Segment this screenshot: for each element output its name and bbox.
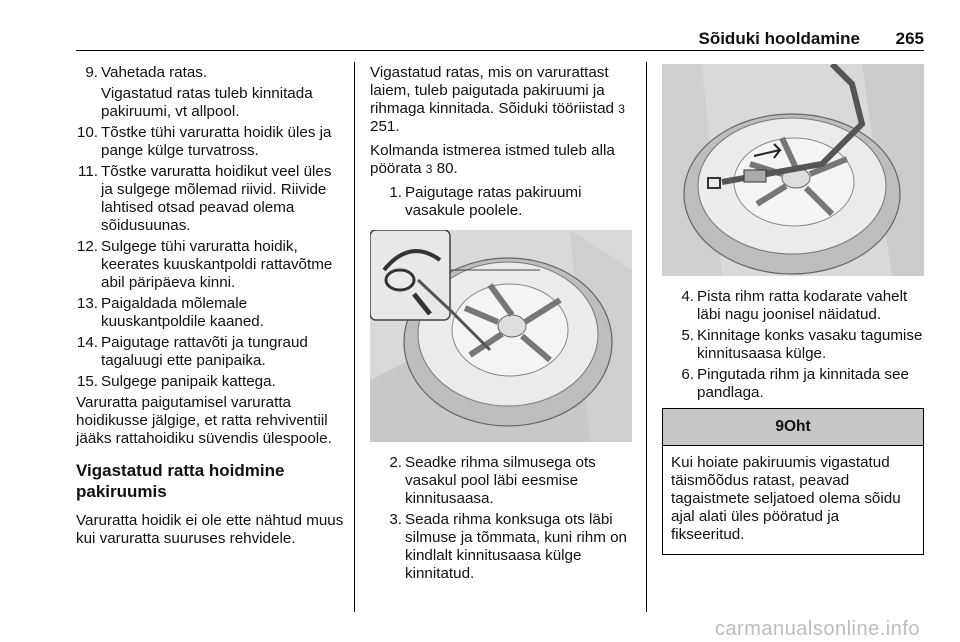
list-item (76, 64, 344, 82)
reference-arrow-icon: 3 (618, 102, 625, 116)
page-reference: 80. (432, 160, 458, 177)
strap-tightening-illustration (662, 64, 924, 276)
item-text: Paigutage rattavõti ja tungraud tagaluugi ette panipaika. (101, 334, 308, 369)
item-number: 9. (85, 64, 98, 81)
item-number: 6. (681, 366, 694, 383)
left-column (76, 64, 344, 551)
header-title: Sõiduki hooldamine (698, 29, 860, 48)
item-number: 14. (76, 334, 98, 351)
reference-arrow-icon: 3 (425, 162, 433, 176)
item-text: Paigaldada mõlemale kuuskantpoldile kaaned. (101, 295, 264, 330)
item-number: 13. (76, 295, 98, 312)
paragraph (370, 64, 634, 136)
item-number: 11. (78, 163, 98, 180)
item-text: Tõstke varuratta hoidikut veel üles ja sulgege mõlemad riivid. Riivide lahtised otsad peavad olema sõidusuunas. (101, 163, 332, 234)
item-number: 5. (681, 327, 694, 344)
paragraph-text: Vigastatud ratas, mis on varurattast laiem, tuleb paigutada pakiruumi ja rihmaga kinnitada. Sõiduki tööriistad (370, 64, 614, 117)
paragraph (370, 142, 634, 178)
list-item (76, 373, 344, 391)
list-item (76, 163, 344, 235)
item-number: 15. (76, 373, 98, 390)
page-reference: 251. (370, 118, 400, 135)
column-divider (646, 62, 647, 612)
list-item (76, 124, 344, 160)
item-number: 2. (389, 454, 402, 471)
item-text: Pista rihm ratta kodarate vahelt läbi nagu joonisel näidatud. (697, 288, 908, 323)
paragraph-text: Kolmanda istmerea istmed tuleb alla pöörata (370, 142, 615, 177)
paragraph: Varuratta paigutamisel varuratta hoidikusse jälgige, et ratta rehviventiil jääks rattahoidiku süvendis ülespoole. (76, 394, 332, 447)
list-item (76, 334, 344, 370)
warning-title: Oht (783, 418, 811, 435)
column-divider (354, 62, 355, 612)
item-number: 12. (76, 238, 98, 255)
middle-column (370, 64, 634, 586)
page-header (76, 30, 924, 51)
watermark: carmanualsonline.info (714, 618, 920, 640)
list-item (672, 327, 924, 363)
paragraph: Varuratta hoidik ei ole ette nähtud muus kui varuratta suuruses rehvidele. (76, 512, 344, 547)
item-number: 1. (389, 184, 402, 201)
wheel-strap-illustration (370, 230, 632, 442)
right-column (662, 64, 924, 555)
item-text: Tõstke tühi varuratta hoidik üles ja pange külge turvatross. (101, 124, 332, 159)
list-item (380, 511, 634, 583)
list-item (76, 295, 344, 331)
item-text: Paigutage ratas pakiruumi vasakule poolele. (405, 184, 582, 219)
item-text: Sulgege tühi varuratta hoidik, keerates kuuskantpoldi rattavõtme abil päripäeva kinni. (101, 238, 333, 291)
item-text: Kinnitage konks vasaku tagumise kinnitusaasa külge. (697, 327, 923, 362)
list-item (380, 184, 634, 220)
item-number: 3. (389, 511, 402, 528)
list-item (672, 366, 924, 402)
warning-text: Kui hoiate pakiruumis vigastatud täismõõdus ratast, peavad tagaistmete seljatoed olema sõidu ajal alati üles pööratud ja fikseeritud. (671, 454, 901, 543)
page-number: 265 (895, 29, 924, 48)
item-text: Pingutada rihm ja kinnitada see pandlaga. (697, 366, 909, 401)
list-item (76, 238, 344, 292)
item-text: Seada rihma konksuga ots läbi silmuse ja tõmmata, kuni rihm on kindlalt kinnitusaasa külge kinnitatud. (405, 511, 627, 582)
list-item (380, 454, 634, 508)
item-number: 4. (681, 288, 694, 305)
warning-box (662, 408, 924, 555)
item-text: Sulgege panipaik kattega. (101, 373, 276, 390)
item-note: Vigastatud ratas tuleb kinnitada pakiruumi, vt allpool. (101, 85, 313, 120)
list-item (672, 288, 924, 324)
section-heading: Vigastatud ratta hoidmine pakiruumis (76, 461, 285, 501)
item-number: 10. (76, 124, 98, 141)
item-text: Vahetada ratas. (101, 64, 208, 81)
item-text: Seadke rihma silmusega ots vasakul pool läbi eesmise kinnitusaasa. (405, 454, 596, 507)
warning-header (663, 409, 923, 446)
warning-triangle-icon: 9 (775, 418, 784, 435)
